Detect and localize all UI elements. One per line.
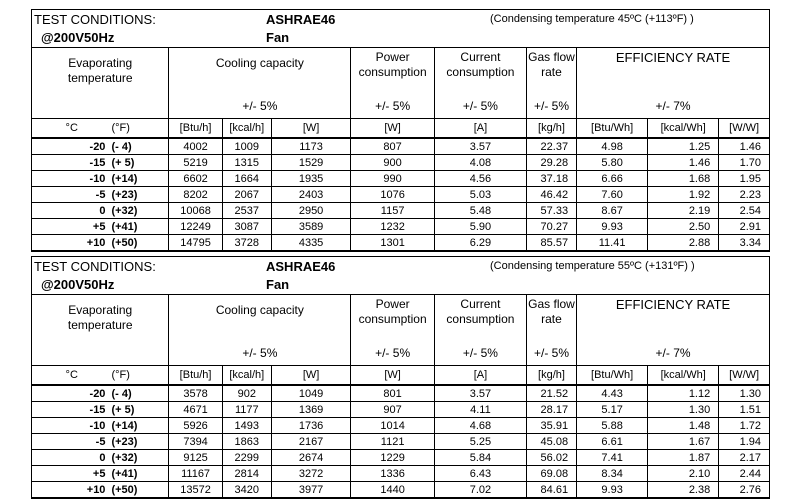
cooling-w: 4335 <box>271 235 350 251</box>
cop-w-w: 1.70 <box>719 155 769 171</box>
cop-w-w: 2.91 <box>719 219 769 235</box>
table-row <box>32 155 769 171</box>
gas-flow-kgh: 69.08 <box>526 466 576 482</box>
eer-kcal-wh: 1.87 <box>648 450 719 466</box>
power-consumption-header: Power consumption <box>351 48 435 97</box>
unit-label: [A] <box>434 366 526 386</box>
cooling-w: 1529 <box>271 155 350 171</box>
current-consumption-header: Current consumption <box>434 295 526 344</box>
eer-kcal-wh: 1.30 <box>648 402 719 418</box>
eer-btu-wh: 6.66 <box>577 171 648 187</box>
cop-w-w: 2.23 <box>719 187 769 203</box>
cop-w-w: 1.94 <box>719 434 769 450</box>
cooling-btu: 5926 <box>169 418 222 434</box>
unit-celsius: °C <box>32 366 111 386</box>
power-w: 807 <box>351 138 435 155</box>
cooling-btu: 13572 <box>169 482 222 498</box>
current-a: 6.29 <box>434 235 526 251</box>
cooling-w: 2403 <box>271 187 350 203</box>
data-table <box>32 295 769 498</box>
evap-temp-f: (+50) <box>111 235 168 251</box>
gas-flow-kgh: 84.61 <box>526 482 576 498</box>
table-row <box>32 203 769 219</box>
table-row <box>32 402 769 418</box>
current-tolerance: +/- 5% <box>434 344 526 366</box>
power-w: 900 <box>351 155 435 171</box>
evap-temp-c: -20 <box>32 138 111 155</box>
cooling-w: 1935 <box>271 171 350 187</box>
efficiency-rate-header: EFFICIENCY RATE <box>577 48 769 97</box>
current-a: 4.08 <box>434 155 526 171</box>
eer-kcal-wh: 1.25 <box>648 138 719 155</box>
power-w: 1440 <box>351 482 435 498</box>
cooling-kcal: 1177 <box>222 402 271 418</box>
test-conditions-label: TEST CONDITIONS: <box>34 12 156 27</box>
table-row <box>32 434 769 450</box>
cooling-btu: 4002 <box>169 138 222 155</box>
cooling-btu: 4671 <box>169 402 222 418</box>
eer-btu-wh: 9.93 <box>577 219 648 235</box>
table-row <box>32 219 769 235</box>
cooling-btu: 12249 <box>169 219 222 235</box>
evap-temp-c: -20 <box>32 385 111 402</box>
evap-temp-c: -15 <box>32 155 111 171</box>
power-tolerance: +/- 5% <box>351 97 435 119</box>
cooling-w: 2167 <box>271 434 350 450</box>
evap-temp-c: -5 <box>32 187 111 203</box>
table-row <box>32 418 769 434</box>
evap-temp-c: +10 <box>32 482 111 498</box>
current-a: 3.57 <box>434 138 526 155</box>
evap-temp-f: (+32) <box>111 450 168 466</box>
cooling-w: 1173 <box>271 138 350 155</box>
cop-w-w: 2.44 <box>719 466 769 482</box>
unit-label: [kg/h] <box>526 119 576 139</box>
cooling-btu: 11167 <box>169 466 222 482</box>
table-row <box>32 466 769 482</box>
cooling-btu: 8202 <box>169 187 222 203</box>
table-row <box>32 482 769 498</box>
cooling-kcal: 1493 <box>222 418 271 434</box>
unit-label: [W/W] <box>719 366 769 386</box>
power-w: 1232 <box>351 219 435 235</box>
unit-label: [kcal/h] <box>222 119 271 139</box>
eer-kcal-wh: 1.46 <box>648 155 719 171</box>
cooling-kcal: 3087 <box>222 219 271 235</box>
evaporating-temperature-header: Evaporating temperature <box>67 303 133 332</box>
table-row <box>32 138 769 155</box>
eer-btu-wh: 5.88 <box>577 418 648 434</box>
evap-temp-c: +5 <box>32 466 111 482</box>
evap-temp-f: (+ 5) <box>111 402 168 418</box>
gas-flow-kgh: 35.91 <box>526 418 576 434</box>
table-row <box>32 385 769 402</box>
cooling-w: 1369 <box>271 402 350 418</box>
cooling-w: 3977 <box>271 482 350 498</box>
unit-label: [W] <box>351 366 435 386</box>
unit-label: [W] <box>351 119 435 139</box>
performance-table-1 <box>31 9 770 252</box>
gas-flow-kgh: 28.17 <box>526 402 576 418</box>
evap-temp-f: (- 4) <box>111 138 168 155</box>
efficiency-tolerance: +/- 7% <box>577 344 769 366</box>
cop-w-w: 2.54 <box>719 203 769 219</box>
cooling-kcal: 3728 <box>222 235 271 251</box>
current-a: 3.57 <box>434 385 526 402</box>
eer-kcal-wh: 1.67 <box>648 434 719 450</box>
cooling-tolerance: +/- 5% <box>169 344 351 366</box>
cooling-kcal: 2814 <box>222 466 271 482</box>
standard-label: ASHRAE46 <box>266 12 336 27</box>
current-a: 5.90 <box>434 219 526 235</box>
test-conditions-header <box>32 257 769 295</box>
fan-label: Fan <box>266 30 290 45</box>
eer-btu-wh: 4.43 <box>577 385 648 402</box>
gas-flow-kgh: 85.57 <box>526 235 576 251</box>
eer-btu-wh: 11.41 <box>577 235 648 251</box>
evap-temp-f: (+41) <box>111 466 168 482</box>
cop-w-w: 1.46 <box>719 138 769 155</box>
unit-label: [A] <box>434 119 526 139</box>
cop-w-w: 2.76 <box>719 482 769 498</box>
current-a: 5.84 <box>434 450 526 466</box>
eer-kcal-wh: 1.48 <box>648 418 719 434</box>
cooling-btu: 3578 <box>169 385 222 402</box>
cop-w-w: 3.34 <box>719 235 769 251</box>
eer-kcal-wh: 1.12 <box>648 385 719 402</box>
table-row <box>32 171 769 187</box>
cooling-btu: 6602 <box>169 171 222 187</box>
gas-flow-kgh: 21.52 <box>526 385 576 402</box>
cop-w-w: 1.51 <box>719 402 769 418</box>
cooling-tolerance: +/- 5% <box>169 97 351 119</box>
test-conditions-label: TEST CONDITIONS: <box>34 259 156 274</box>
evap-temp-c: +5 <box>32 219 111 235</box>
unit-label: [kg/h] <box>526 366 576 386</box>
evap-temp-c: -5 <box>32 434 111 450</box>
gas-flow-kgh: 29.28 <box>526 155 576 171</box>
evap-temp-f: (+41) <box>111 219 168 235</box>
cooling-btu: 10068 <box>169 203 222 219</box>
cooling-btu: 14795 <box>169 235 222 251</box>
evap-temp-f: (+14) <box>111 418 168 434</box>
gas-flow-kgh: 70.27 <box>526 219 576 235</box>
gas-flow-rate-header: Gas flow rate <box>526 295 576 344</box>
unit-label: [Btu/h] <box>169 119 222 139</box>
cooling-kcal: 1009 <box>222 138 271 155</box>
unit-label: [Btu/Wh] <box>577 366 648 386</box>
evap-temp-f: (+50) <box>111 482 168 498</box>
eer-btu-wh: 8.34 <box>577 466 648 482</box>
eer-kcal-wh: 1.68 <box>648 171 719 187</box>
fan-label: Fan <box>266 277 290 292</box>
cop-w-w: 1.72 <box>719 418 769 434</box>
eer-btu-wh: 7.60 <box>577 187 648 203</box>
current-a: 4.68 <box>434 418 526 434</box>
eer-btu-wh: 5.17 <box>577 402 648 418</box>
current-a: 5.03 <box>434 187 526 203</box>
efficiency-tolerance: +/- 7% <box>577 97 769 119</box>
unit-label: [Btu/Wh] <box>577 119 648 139</box>
cooling-kcal: 902 <box>222 385 271 402</box>
gas-flow-kgh: 57.33 <box>526 203 576 219</box>
power-w: 1229 <box>351 450 435 466</box>
unit-fahrenheit: (°F) <box>111 366 168 386</box>
condensing-temperature: (Condensing temperature 45ºC (+113ºF) ) <box>490 13 694 25</box>
power-w: 990 <box>351 171 435 187</box>
cooling-kcal: 3420 <box>222 482 271 498</box>
eer-kcal-wh: 2.38 <box>648 482 719 498</box>
evap-temp-f: (- 4) <box>111 385 168 402</box>
power-tolerance: +/- 5% <box>351 344 435 366</box>
efficiency-rate-header: EFFICIENCY RATE <box>577 295 769 344</box>
cooling-kcal: 1315 <box>222 155 271 171</box>
unit-celsius: °C <box>32 119 111 139</box>
cooling-kcal: 2299 <box>222 450 271 466</box>
evap-temp-c: 0 <box>32 450 111 466</box>
cooling-btu: 7394 <box>169 434 222 450</box>
eer-kcal-wh: 2.19 <box>648 203 719 219</box>
current-a: 6.43 <box>434 466 526 482</box>
table-row <box>32 235 769 251</box>
evap-temp-f: (+32) <box>111 203 168 219</box>
evap-temp-f: (+14) <box>111 171 168 187</box>
eer-btu-wh: 9.93 <box>577 482 648 498</box>
standard-label: ASHRAE46 <box>266 259 336 274</box>
cooling-w: 1736 <box>271 418 350 434</box>
cooling-w: 1049 <box>271 385 350 402</box>
gas-flow-kgh: 37.18 <box>526 171 576 187</box>
power-w: 1301 <box>351 235 435 251</box>
cooling-kcal: 1863 <box>222 434 271 450</box>
gas-flow-rate-header: Gas flow rate <box>526 48 576 97</box>
unit-label: [W] <box>271 119 350 139</box>
unit-fahrenheit: (°F) <box>111 119 168 139</box>
eer-kcal-wh: 2.88 <box>648 235 719 251</box>
power-consumption-header: Power consumption <box>351 295 435 344</box>
gas-flow-kgh: 46.42 <box>526 187 576 203</box>
power-w: 907 <box>351 402 435 418</box>
power-w: 1076 <box>351 187 435 203</box>
eer-btu-wh: 6.61 <box>577 434 648 450</box>
power-w: 1336 <box>351 466 435 482</box>
eer-btu-wh: 7.41 <box>577 450 648 466</box>
eer-kcal-wh: 2.10 <box>648 466 719 482</box>
current-tolerance: +/- 5% <box>434 97 526 119</box>
power-w: 801 <box>351 385 435 402</box>
cooling-w: 3589 <box>271 219 350 235</box>
cooling-w: 2674 <box>271 450 350 466</box>
supply-label: @200V50Hz <box>41 277 115 292</box>
supply-label: @200V50Hz <box>41 30 115 45</box>
cooling-w: 3272 <box>271 466 350 482</box>
cooling-capacity-header: Cooling capacity <box>169 48 351 97</box>
eer-kcal-wh: 2.50 <box>648 219 719 235</box>
evap-temp-c: -15 <box>32 402 111 418</box>
evap-temp-c: -10 <box>32 171 111 187</box>
unit-label: [W] <box>271 366 350 386</box>
eer-btu-wh: 8.67 <box>577 203 648 219</box>
current-a: 5.48 <box>434 203 526 219</box>
evap-temp-f: (+23) <box>111 434 168 450</box>
cooling-kcal: 1664 <box>222 171 271 187</box>
table-row <box>32 187 769 203</box>
current-consumption-header: Current consumption <box>434 48 526 97</box>
condensing-temperature: (Condensing temperature 55ºC (+131ºF) ) <box>490 260 695 272</box>
current-a: 4.11 <box>434 402 526 418</box>
evap-temp-c: +10 <box>32 235 111 251</box>
eer-btu-wh: 5.80 <box>577 155 648 171</box>
unit-label: [kcal/Wh] <box>648 366 719 386</box>
eer-kcal-wh: 1.92 <box>648 187 719 203</box>
test-conditions-header <box>32 10 769 48</box>
cooling-w: 2950 <box>271 203 350 219</box>
unit-label: [W/W] <box>719 119 769 139</box>
power-w: 1157 <box>351 203 435 219</box>
gas-flow-kgh: 22.37 <box>526 138 576 155</box>
cooling-capacity-header: Cooling capacity <box>169 295 351 344</box>
gas-flow-kgh: 56.02 <box>526 450 576 466</box>
gas-flow-tolerance: +/- 5% <box>526 344 576 366</box>
current-a: 5.25 <box>434 434 526 450</box>
unit-label: [kcal/Wh] <box>648 119 719 139</box>
cooling-kcal: 2067 <box>222 187 271 203</box>
current-a: 7.02 <box>434 482 526 498</box>
cop-w-w: 1.30 <box>719 385 769 402</box>
cop-w-w: 1.95 <box>719 171 769 187</box>
cop-w-w: 2.17 <box>719 450 769 466</box>
power-w: 1121 <box>351 434 435 450</box>
evap-temp-c: 0 <box>32 203 111 219</box>
evap-temp-f: (+ 5) <box>111 155 168 171</box>
evaporating-temperature-header: Evaporating temperature <box>67 56 133 85</box>
data-table <box>32 48 769 251</box>
unit-label: [kcal/h] <box>222 366 271 386</box>
gas-flow-kgh: 45.08 <box>526 434 576 450</box>
cooling-kcal: 2537 <box>222 203 271 219</box>
current-a: 4.56 <box>434 171 526 187</box>
gas-flow-tolerance: +/- 5% <box>526 97 576 119</box>
performance-table-2 <box>31 256 770 499</box>
eer-btu-wh: 4.98 <box>577 138 648 155</box>
power-w: 1014 <box>351 418 435 434</box>
evap-temp-f: (+23) <box>111 187 168 203</box>
unit-label: [Btu/h] <box>169 366 222 386</box>
cooling-btu: 9125 <box>169 450 222 466</box>
evap-temp-c: -10 <box>32 418 111 434</box>
cooling-btu: 5219 <box>169 155 222 171</box>
table-row <box>32 450 769 466</box>
